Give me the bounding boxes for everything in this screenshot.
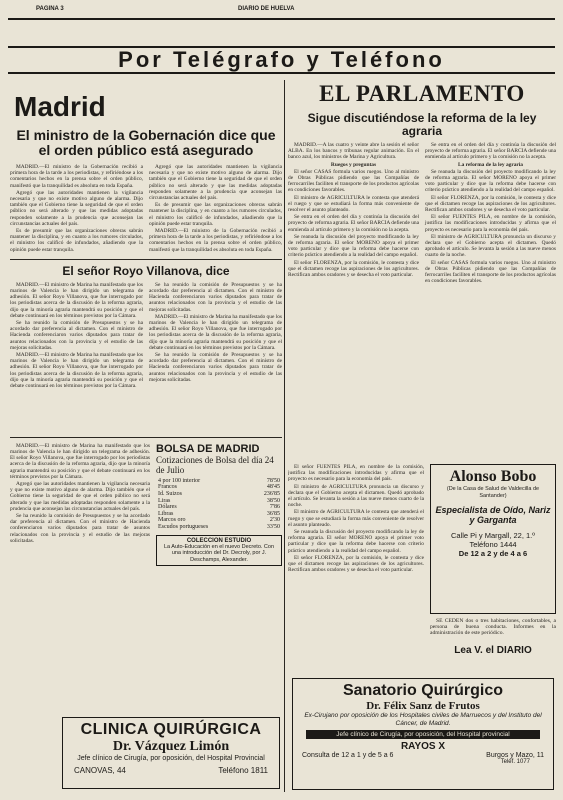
bolsa-title: BOLSA DE MADRID	[156, 442, 260, 455]
divider	[10, 437, 282, 438]
royo-story	[10, 282, 282, 432]
story-paragraph: MADRID.—El ministro de la Gobernación recibió a primera hora de la tarde a los periodistas, y refiriéndose a los comentarios hechos en la prensa sobre el orden público, manifestó que la tranquilidad es absoluta en toda España.	[10, 164, 143, 189]
alonso-subtitle: (De la Casa de Salud de Valdecilla de Santander)	[446, 486, 540, 499]
bolsa-value: 7'86	[269, 504, 280, 511]
bolsa-label: Id. Suizos	[158, 491, 182, 498]
top-rule	[8, 18, 555, 20]
bolsa-label: 4 por 100 interior	[158, 477, 201, 484]
sanatorio-rays: RAYOS X	[400, 741, 446, 752]
page-number: PAGINA 3	[36, 6, 64, 12]
bolsa-value: 48'45	[266, 484, 280, 491]
bolsa-row	[156, 511, 282, 518]
gobernacion-headline: El ministro de la Gobernación dice que el orden público está asegurado	[16, 127, 276, 158]
bolsa-row	[156, 517, 282, 524]
story-paragraph: Se ha reunido la comisión de Presupuestos y se ha acordado dar preferencia al dictamen. Con el ministro de Hacienda conferenciaron varios diputados para tratar de asuntos relacionados con la provincia y el estudio de las mejoras solicitadas.	[149, 281, 282, 313]
parlamento-story: MADRID.—A las cuatro y veinte abre la sesión el señor ALBA. En los bancos y tribunas regular animación. En el banco azul, los ministros de Marina y Agricultura. Ruegos y preguntas El señor CASAS formula varios ruegos. Uno al ministro de Obras Públicas pidiendo que las Compañías de ferrocarriles faciliten el transporte de los productos agrícolas en condiciones favorables. El ministro de AGRICULTURA le contesta que atenderá el ruego y que se estudiará la forma más conveniente de resolver el asunto planteado. Se entra en el orden del día y continúa la discusión del proyecto de reforma agraria. El señor BARCIA defiende una enmienda al artículo primero y la comisión no la acepta. Se reanuda la discusión del proyecto modificando la ley de reforma agraria. El señor MORENO apoya el primer voto particular y dice que la reforma debe hacerse con criterio práctico atendiendo a la realidad del campo español. El señor FLORENZA, por la comisión, le contesta y dice que el dictamen recoge las aspiraciones de los agricultores. Rectifican ambos oradores y se desecha el voto particular. Se entra en el orden del día y continúa la discusión del proyecto de reforma agraria. El señor BARCIA defiende una enmienda al artículo primero y la comisión no la acepta. La reforma de la ley agraria Se reanuda la discusión del proyecto modificando la ley de reforma agraria. El señor MORENO apoya el primer voto particular y dice que la reforma debe hacerse con criterio práctico atendiendo a la realidad del campo español. El señor FLORENZA, por la comisión, le contesta y dice que el dictamen recoge las aspiraciones de los agricultores. Rectifican ambos oradores y se desecha el voto particular. El señor FUENTES PILA, en nombre de la comisión, justifica las modificaciones introducidas y afirma que el proyecto es necesario para la economía del país. El ministro de AGRICULTURA pronuncia un discurso y declara que el Gobierno acepta el dictamen. Quedó aprobado el artículo. Se levanta la sesión a las nueve menos cuarto de la noche. El señor CASAS formula varios ruegos. Uno al ministro de Obras Públicas pidiendo que las Compañías de ferrocarriles faciliten el transporte de los productos agrícolas en condiciones favorables.	[288, 142, 556, 285]
bolsa-value: 38'50	[266, 497, 280, 504]
story-paragraph: MADRID.—El ministro de la Gobernación recibió a primera hora de la tarde a los periodistas, y refiriéndose a los comentarios hechos en la prensa sobre el orden público, manifestó que la tranquilidad es absoluta en toda España.	[149, 228, 282, 253]
bolsa-label: Escudos portugueses	[158, 524, 209, 530]
coleccion-box	[156, 535, 282, 567]
clinica-phone: Teléfono 1811	[218, 766, 268, 775]
subhead: Ruegos y preguntas	[330, 161, 377, 168]
section-banner: Por Telégrafo y Teléfono	[8, 46, 555, 74]
column-divider	[284, 80, 285, 792]
bolsa-row	[156, 498, 282, 505]
sanatorio-role: Ex-Cirujano por oposición de los Hospitales civiles de Marruecos y del Instituto del Cáncer, de Madrid.	[304, 712, 542, 727]
bolsa-value: 78'50	[266, 477, 280, 484]
story-paragraph: Se ha reunido la comisión de Presupuestos y se ha acordado dar preferencia al dictamen. Con el ministro de Hacienda conferenciaron varios diputados para tratar de asuntos relacionados con la provincia y el estudio de las mejoras solicitadas.	[10, 320, 143, 351]
story-paragraph: Es de presumir que las organizaciones obreras sabrán mantener la disciplina, y en cuanto a los rumores circulados, el ministro los calificó de infundados, añadiendo que la opinión puede estar tranquila.	[149, 202, 282, 227]
sanatorio-phone: Teléf. 1077	[500, 759, 530, 765]
bolsa-value: 2'30	[269, 517, 280, 524]
story-paragraph: Se ha reunido la comisión de Presupuestos y se ha acordado dar preferencia al dictamen. Con el ministro de Hacienda conferenciaron varios diputados para tratar de asuntos relacionados con la provincia y el estudio de las mejoras solicitadas.	[149, 352, 282, 383]
coleccion-title: COLECCION ESTUDIO	[186, 537, 252, 544]
sanatorio-address: Burgos y Mazo, 11	[486, 752, 544, 759]
alonso-address: Calle Pi y Margall, 22, 1.º	[450, 531, 536, 540]
bolsa-row	[156, 504, 282, 511]
bolsa-label: Libras	[158, 510, 174, 517]
coleccion-body: La Auto-Educación en el nuevo Decreto. Con una introducción del Dr. Decroly, por J. Deschamps, Alexander.	[163, 543, 275, 563]
bolsa-value: 36'85	[266, 510, 280, 517]
clinica-doctor: Dr. Vázquez Limón	[112, 739, 230, 754]
bolsa-box	[156, 443, 282, 601]
paper-name: DIARIO DE HUELVA	[238, 6, 295, 12]
bolsa-table	[156, 478, 282, 531]
bolsa-label: Francos	[158, 484, 177, 491]
lea-diario: Lea V. el DIARIO	[454, 644, 532, 656]
parlamento-title: EL PARLAMENTO	[319, 82, 525, 106]
bolsa-row	[156, 478, 282, 485]
clinica-address: CANOVAS, 44	[74, 766, 126, 775]
story-paragraph: Agregó que las autoridades mantienen la vigilancia necesaria y que no existe motivo alguno de alarma. Dijo también que el Gobierno tiene la seguridad de que el orden público no será alterado y que las medidas adoptadas responden solamente a la prudencia que aconsejan las circunstancias actuales del país.	[10, 189, 143, 227]
gobernacion-story	[10, 164, 282, 254]
bolsa-row	[156, 491, 282, 498]
bolsa-row	[156, 484, 282, 491]
alonso-bobo-ad	[430, 464, 556, 614]
clinica-role: Jefe clínico de Cirugía, por oposición, del Hospital Provincial	[77, 755, 265, 762]
top-bar	[8, 4, 555, 16]
right-ads	[430, 464, 556, 714]
alonso-phone: Teléfono 1444	[469, 540, 517, 549]
parlamento-headline: Sigue discutiéndose la reforma de la ley agraria	[307, 111, 537, 138]
sanatorio-doctor: Dr. Félix Sanz de Frutos	[366, 700, 480, 712]
bolsa-row	[156, 524, 282, 531]
alonso-hours: De 12 a 2 y de 4 a 6	[458, 549, 528, 558]
alonso-name: Alonso Bobo	[449, 468, 537, 485]
madrid-heading: Madrid	[14, 91, 106, 122]
alonso-specialty: Especialista de Oído, Nariz y Garganta	[435, 505, 551, 525]
parlamento-lower: El señor FUENTES PILA, en nombre de la comisión, justifica las modificaciones introducidas y afirma que el proyecto es necesario para la economía del país. El ministro de AGRICULTURA pronuncia un discurso y declara que el Gobierno acepta el dictamen. Quedó aprobado el artículo. Se levanta la sesión a las nueve menos cuarto de la noche. El ministro de AGRICULTURA le contesta que atenderá el ruego y que se estudiará la forma más conveniente de resolver el asunto planteado. Se reanuda la discusión del proyecto modificando la ley de reforma agraria. El señor MORENO apoya el primer voto particular y dice que la reforma debe hacerse con criterio práctico atendiendo a la realidad del campo español. El señor FLORENZA, por la comisión, le contesta y dice que el dictamen recoge las aspiraciones de los agricultores. Rectifican ambos oradores y se desecha el voto particular. Alonso Bobo (De la Casa de Salud de Valdecilla de Santander) Especialista de Oído, Nariz y Garganta Calle Pi y Margall, 22, 1.º Teléfono 1444 De 12 a 2 y de 4 a 6 SE CEDEN dos o tres habitaciones, confortables, a persona de buena conducta. Informes en la administración de este periódico. Lea V. el DIARIO	[288, 464, 556, 714]
divider	[10, 259, 282, 260]
story-paragraph: Es de presumir que las organizaciones obreras sabrán mantener la disciplina, y en cuanto a los rumores circulados, el ministro los calificó de infundados, añadiendo que la opinión puede estar tranquila.	[10, 228, 143, 253]
sanatorio-ad	[292, 678, 554, 790]
bolsa-value: 236'85	[263, 491, 280, 498]
bolsa-subtitle: Cotizaciones de Bolsa del día 24 de Julio	[156, 454, 274, 475]
royo-headline: El señor Royo Villanova, dice	[62, 263, 230, 278]
bolsa-label: Liras	[158, 497, 171, 504]
sanatorio-band: Jefe clínico de Cirugía, por oposición, del Hospital provincial	[306, 730, 540, 739]
story-paragraph: MADRID.—El ministro de Marina ha manifestado que los marinos de Valencia le han dirigido un telegrama de adhesión. El señor Royo Villanova, que fue interrogado por los periodistas acerca de la discusión de la reforma agraria, dijo que la minoría agraria mantendrá su posición y que el debate continuará en los términos previstos por la Cámara.	[10, 281, 143, 319]
subhead: La reforma de la ley agraria	[457, 161, 524, 168]
story-paragraph: MADRID.—El ministro de Marina ha manifestado que los marinos de Valencia le han dirigido un telegrama de adhesión. El señor Royo Villanova, que fue interrogado por los periodistas acerca de la discusión de la reforma agraria, dijo que la minoría agraria mantendrá su posición y que el debate continuará en los términos previstos por la Cámara.	[149, 313, 282, 351]
bolsa-label: Dólares	[158, 504, 177, 511]
story-paragraph: Agregó que las autoridades mantienen la vigilancia necesaria y que no existe motivo alguno de alarma. Dijo también que el Gobierno tiene la seguridad de que el orden público no será alterado y que las medidas adoptadas responden solamente a la prudencia que aconsejan las circunstancias actuales del país.	[149, 164, 282, 202]
bolsa-value: 33'50	[266, 524, 280, 530]
clinica-title: CLINICA QUIRÚRGICA	[80, 721, 262, 738]
sanatorio-consult: Consulta de 12 a 1 y de 5 a 6	[302, 752, 394, 759]
bolsa-label: Marcos oro	[158, 517, 186, 524]
story-continuation: MADRID.—El ministro de Marina ha manifestado que los marinos de Valencia le han dirigido un telegrama de adhesión. El señor Royo Villanova, que fue interrogado por los periodistas acerca de la discusión de la reforma agraria, dijo que la minoría agraria mantendrá su posición y que el debate continuará en los términos previstos por la Cámara. Agregó que las autoridades mantienen la vigilancia necesaria y que no existe motivo alguno de alarma. Dijo también que el Gobierno tiene la seguridad de que el orden público no será alterado y que las medidas adoptadas responden solamente a la prudencia que aconsejan las circunstancias actuales del país. Se ha reunido la comisión de Presupuestos y se ha acordado dar preferencia al dictamen. Con el ministro de Hacienda conferenciaron varios diputados para tratar de asuntos relacionados con la provincia y el estudio de las mejoras solicitadas.	[10, 442, 150, 544]
clinica-ad	[62, 717, 280, 789]
bottom-left-row	[10, 443, 282, 601]
madrid-column	[10, 88, 282, 788]
traspasos-ad: SE CEDEN dos o tres habitaciones, confortables, a persona de buena conducta. Informes en la administración de este periódico.	[430, 618, 556, 637]
sanatorio-title: Sanatorio Quirúrgico	[342, 682, 503, 699]
story-paragraph: MADRID.—El ministro de Marina ha manifestado que los marinos de Valencia le han dirigido un telegrama de adhesión. El señor Royo Villanova, que fue interrogado por los periodistas acerca de la discusión de la reforma agraria, dijo que la minoría agraria mantendrá su posición y que el debate continuará en los términos previstos por la Cámara.	[10, 352, 143, 390]
